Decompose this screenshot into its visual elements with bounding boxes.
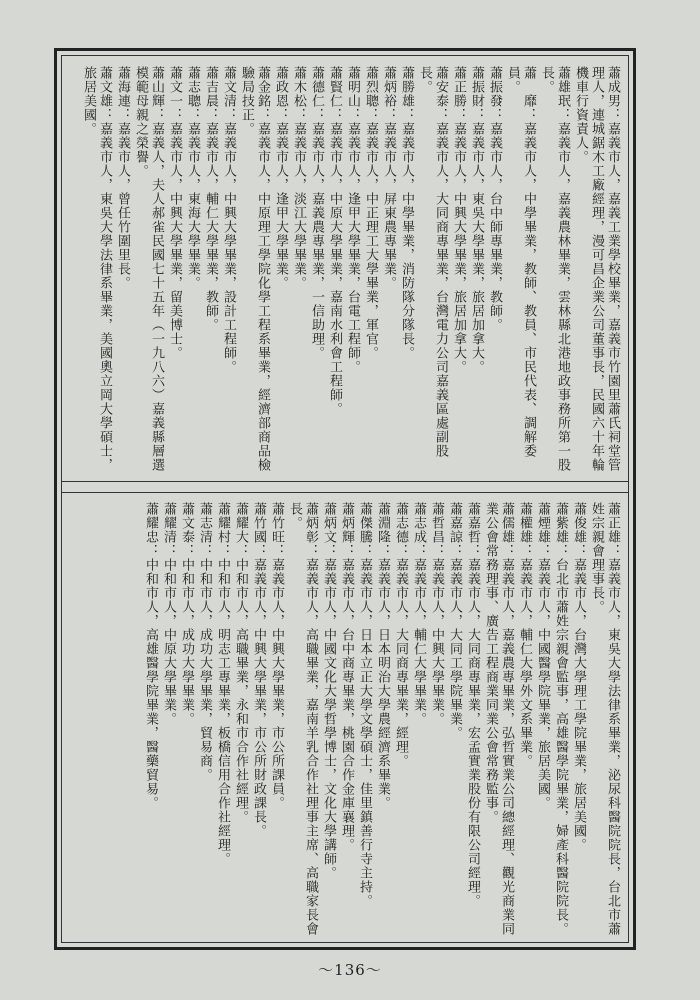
page-number: ～136～ (318, 961, 382, 979)
biography-entry: 蕭振財：嘉義市人，東吳大學畢業，旅居加拿大。 (469, 66, 484, 374)
biography-entry: 蕭吉晨：嘉義市人，輔仁大學畢業，教師。 (203, 66, 218, 332)
biography-entry: 蕭正勝：嘉義市人，中興大學畢業，旅居加拿大。 (451, 66, 466, 374)
biography-entry: 蕭志清：中和市人，成功大學畢業，貿易商。 (197, 502, 212, 782)
biography-entry: 蕭俊雄：嘉義市人，台灣大學理工學院畢業，旅居美國。 (571, 502, 586, 852)
biography-entry: 蕭權雄：嘉義市人，輔仁大學外文系畢業。 (517, 502, 532, 768)
biography-entry: 蕭正雄：嘉義市人，東吳大學法律系畢業，泌尿科醫院院長，台北市蕭姓宗親會理事長。 (589, 502, 620, 936)
biography-entry: 蕭耀清：中和市人，中原大學畢業。 (161, 502, 176, 726)
biography-entry: 蕭政恩：嘉義市人，逢甲大學畢業。 (273, 66, 288, 290)
biography-entry: 蕭嘉哲：嘉義市人，大同商專畢業，宏孟實業股份有限公司經理。 (465, 502, 480, 908)
bottom-columns (70, 502, 620, 936)
biography-entry: 蕭德仁：嘉義市人，嘉義農專畢業，一信助理。 (309, 66, 324, 360)
biography-entry: 蕭海連：嘉義市人，曾任竹圍里長。 (115, 66, 130, 290)
biography-entry: 蕭振發：嘉義市人，台中師專畢業，教師。 (487, 66, 502, 332)
biography-entry: 蕭木松：嘉義市人，淡江大學畢業。 (291, 66, 306, 290)
biography-entry: 蕭竹旺：嘉義市人，中興大學畢業，市公所課員。 (269, 502, 284, 810)
biography-entry: 蕭炳裕：嘉義市人，屏東農專畢業。 (381, 66, 396, 290)
biography-entry: 蕭雄珉：嘉義市人，嘉義農林畢業，雲林縣北港地政事務所第一股長。 (539, 66, 570, 472)
top-section (62, 56, 628, 481)
top-columns (70, 66, 620, 475)
biography-entry: 蕭傑騰：嘉義市人，日本立正大學文學碩士，佳里鎮善行寺主持。 (357, 502, 372, 908)
biography-entry: 蕭竹國：嘉義市人，中興大學畢業，市公所財政課長。 (251, 502, 266, 838)
biography-entry: 蕭嘉諒：嘉義市人，大同工學院畢業。 (447, 502, 462, 740)
bottom-section (62, 492, 628, 942)
biography-entry: 蕭耀忠：中和市人，高雄醫學院畢業，醫藥貿易。 (143, 502, 158, 810)
biography-entry: 蕭耀村：中和市人，明志工專畢業，板橋信用合作社經理。 (215, 502, 230, 866)
inner-frame (61, 55, 629, 943)
biography-entry: 蕭文雄：嘉義市人，東吳大學法律系畢業，美國奧立岡大學碩士，旅居美國。 (81, 66, 112, 472)
biography-entry: 蕭耀大：中和市人，高職畢業，永和市合作社經理。 (233, 502, 248, 824)
biography-entry: 蕭文泰：中和市人，成功大學畢業。 (179, 502, 194, 726)
biography-entry: 蕭儒雄：嘉義市人，嘉義農專畢業，弘哲實業公司總經理、觀光商業同業公會常務理事、廣告工程商業同業公會常務監事。 (483, 502, 514, 936)
biography-entry: 蕭紫雄：台北市蕭姓宗親會監事，高雄醫學院畢業，婦產科醫院院長。 (553, 502, 568, 936)
biography-entry: 蕭山輝：嘉義人，夫人郝雀民國七十五年（一九八六）嘉義縣層選模範母親之榮譽。 (133, 66, 164, 472)
biography-entry: 蕭賢仁：嘉義市人，中原大學畢業，嘉南水利會工程師。 (327, 66, 342, 416)
biography-entry: 蕭 靡：嘉義市人，中學畢業，教師、教員、市民代表、調解委員。 (505, 66, 536, 458)
biography-entry: 蕭志德：嘉義市人，大同商專畢業，經理。 (393, 502, 408, 768)
biography-entry: 蕭炳輝：嘉義市人，台中商專畢業，桃園合作金庫襄理。 (339, 502, 354, 852)
biography-entry: 蕭炳彰：嘉義市人，高職畢業，嘉南羊乳合作社理事主席、高職家長會長。 (287, 502, 318, 936)
biography-entry: 蕭煙雄：嘉義市人，中國醫學院畢業，旅居美國。 (535, 502, 550, 810)
biography-entry: 蕭志聰：嘉義市人，東海大學畢業。 (185, 66, 200, 290)
page-frame (54, 48, 636, 950)
biography-entry: 蕭金銘：嘉義市人，中原理工學院化學工程系畢業，經濟部商品檢驗局技正。 (239, 66, 270, 472)
biography-entry: 蕭炳文：嘉義市人，中國文化大學哲學博士，文化大學講師。 (321, 502, 336, 880)
biography-entry: 蕭安泰：嘉義市人，大同商專畢業，台灣電力公司嘉義區處副股長。 (417, 66, 448, 458)
biography-entry: 蕭烈聰：嘉義市人，中正理工大學畢業，軍官。 (363, 66, 378, 360)
biography-entry: 蕭哲昌：嘉義市人，中興大學畢業。 (429, 502, 444, 726)
biography-entry: 蕭文一：嘉義市人，中興大學畢業，留美博士。 (167, 66, 182, 360)
biography-entry: 蕭成男：嘉義市人，嘉義工業學校畢業，嘉義市竹園里蕭氏祠堂管理人，連城鋸木工廠經理，漫可昌企業公司董事長，民國六十年輪機車行資責人。 (573, 66, 620, 472)
biography-entry: 蕭志成：嘉義市人，輔仁大學畢業。 (411, 502, 426, 726)
biography-entry: 蕭淵隆：嘉義市人，日本明治大學農經濟系畢業。 (375, 502, 390, 810)
biography-entry: 蕭文清：嘉義市人，中興大學畢業，設計工程師。 (221, 66, 236, 374)
biography-entry: 蕭勝雄：嘉義市人，中學畢業，消防隊分隊長。 (399, 66, 414, 360)
biography-entry: 蕭明山：嘉義市人，逢甲大學畢業，台電工程師。 (345, 66, 360, 374)
